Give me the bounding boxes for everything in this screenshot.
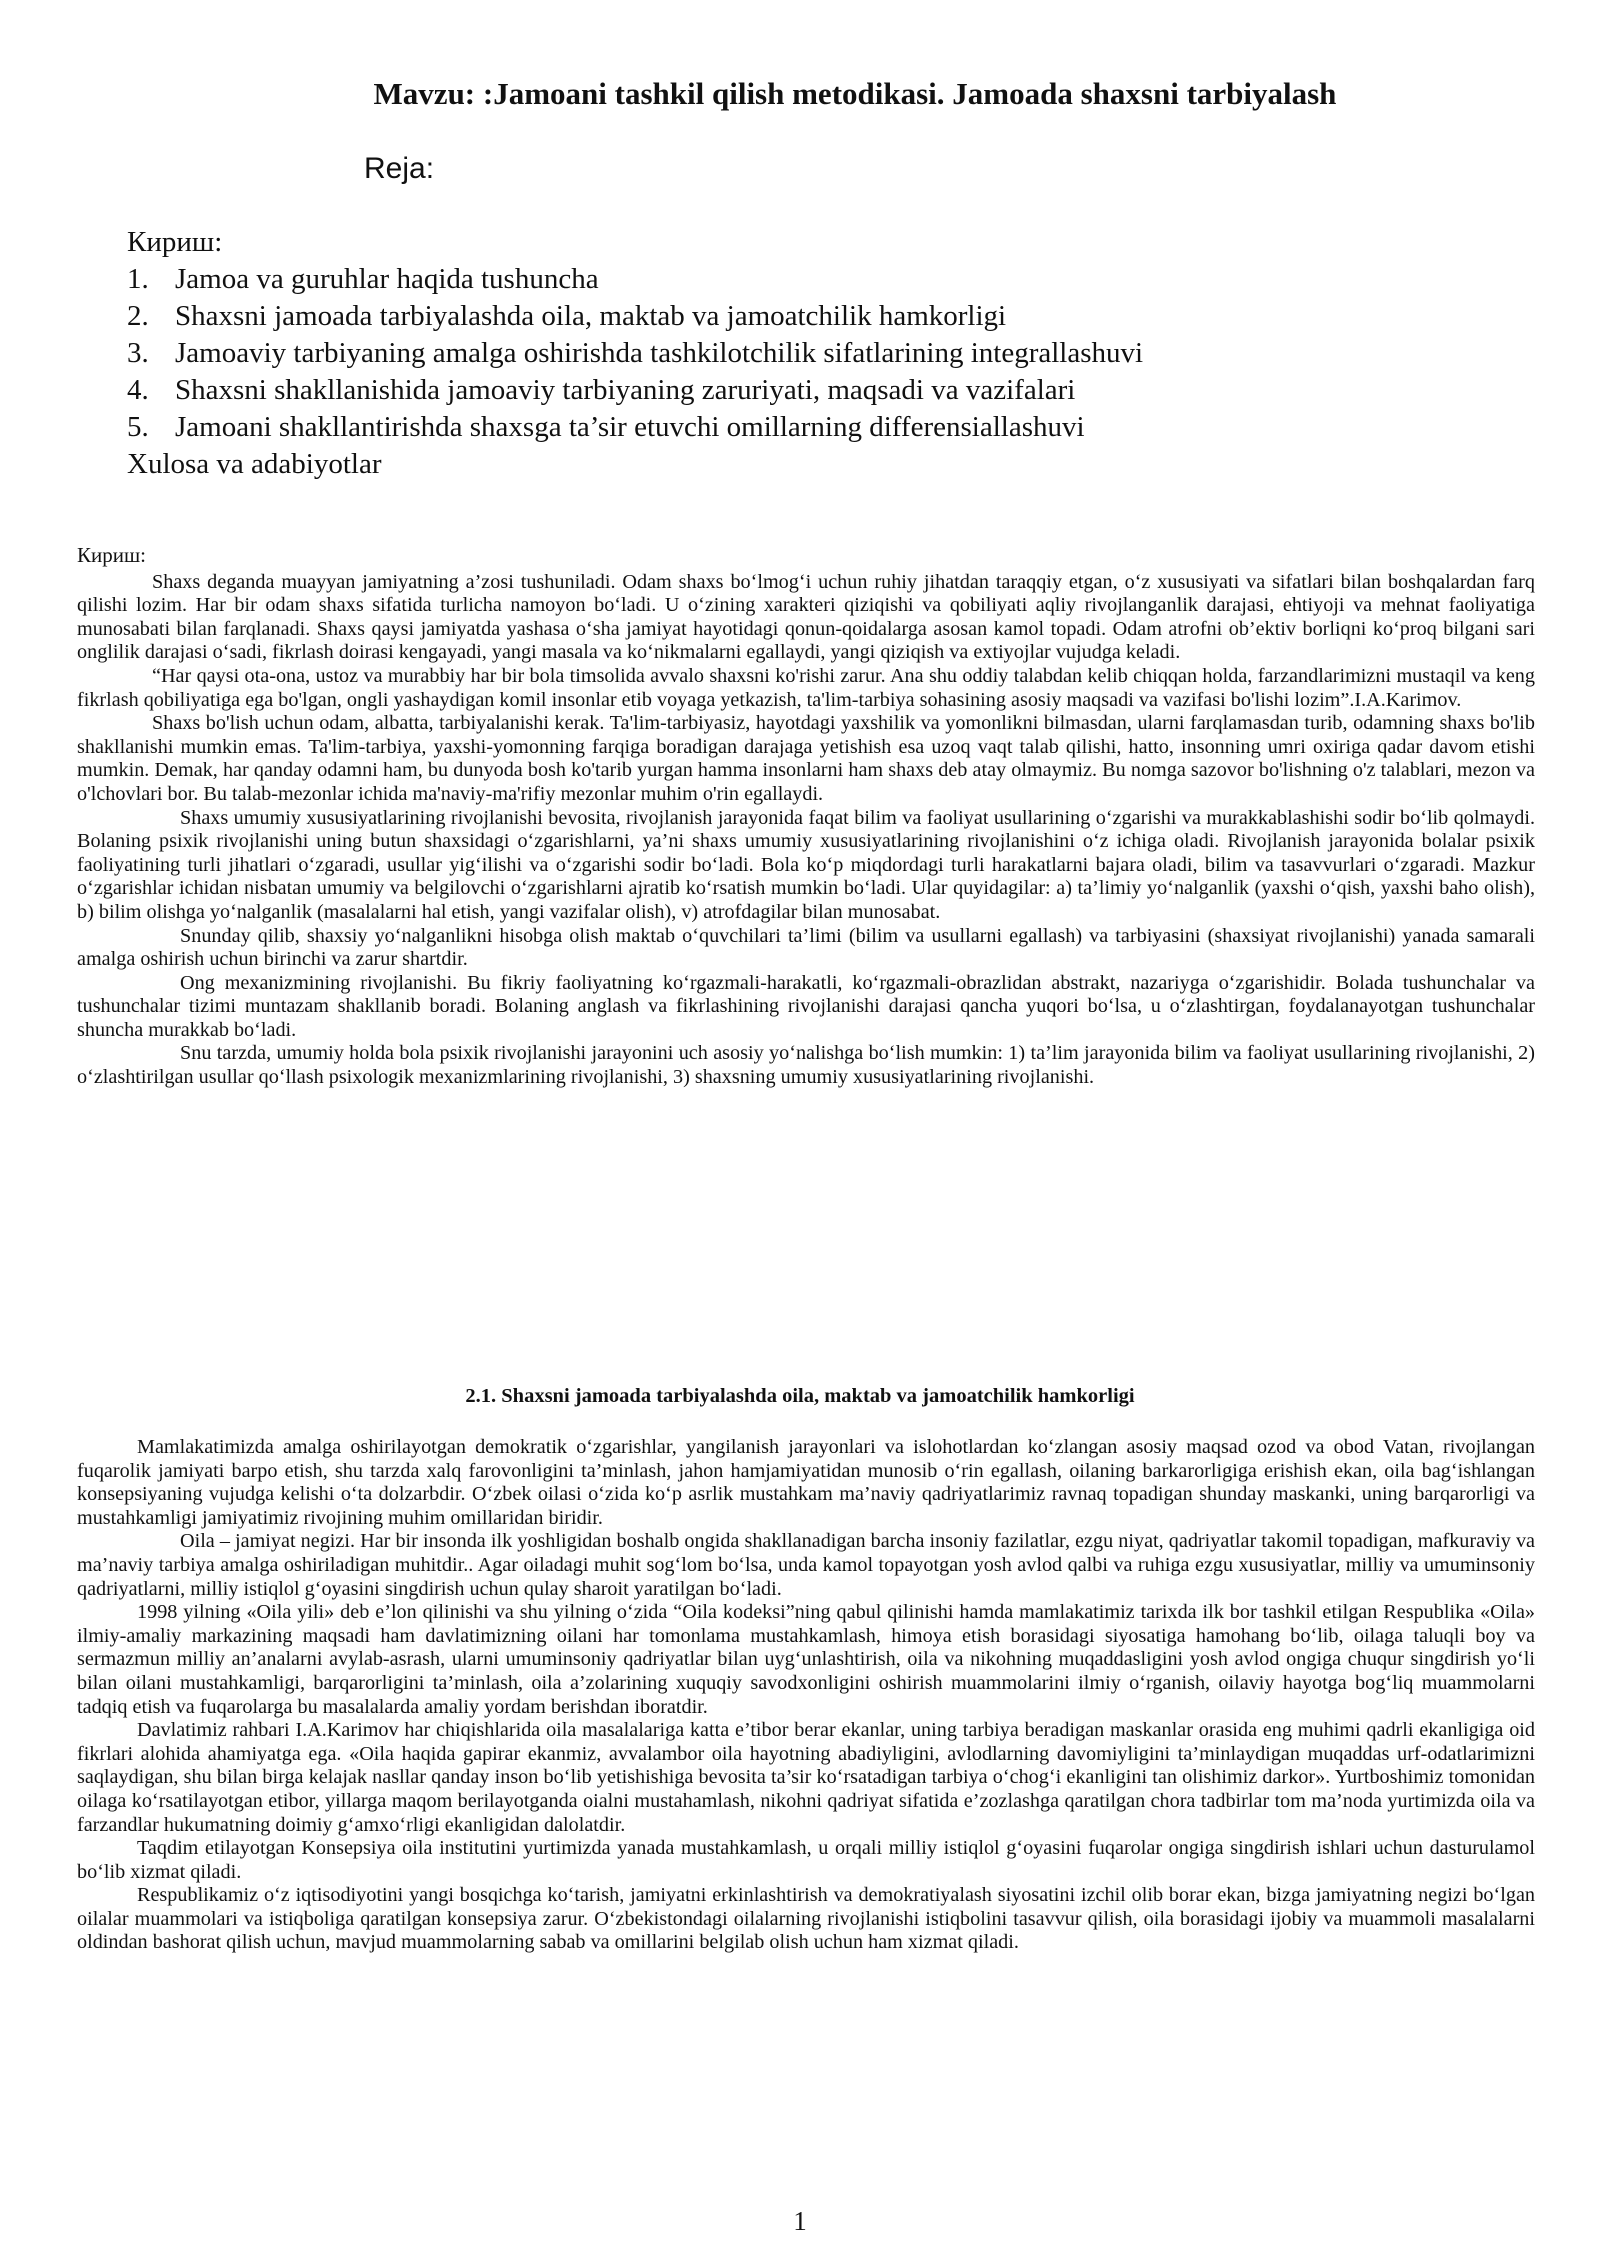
document-title: Mavzu: :Jamoani tashkil qilish metodikasi. Jamoada shaxsni tarbiyalash bbox=[373, 76, 1337, 111]
plan-item-text: Shaxsni jamoada tarbiyalashda oila, maktab va jamoatchilik hamkorligi bbox=[175, 300, 1007, 332]
plan-item bbox=[127, 261, 1143, 298]
paragraph: Ong mexanizmining rivojlanishi. Bu fikriy faoliyatning ko‘rgazmali-harakatli, ko‘rgazmali-obrazlidan abstrakt, nazariyga o‘zgarishidir. Bolada tushunchalar va tushunchalar tizimi muntazam shakllanib boradi. Bolaning anglash va fikrlashining rivojlanishi darajasi qancha yuqori bo‘lsa, u o‘zlashtirgan, foydalanayotgan tushunchalar shuncha murakkab bo‘ladi. bbox=[77, 971, 1535, 1041]
plan-item-text: Jamoa va guruhlar haqida tushuncha bbox=[175, 263, 599, 295]
intro-section bbox=[77, 544, 1535, 1090]
plan-item bbox=[127, 298, 1143, 335]
section-body bbox=[77, 1436, 1535, 1955]
plan-item-text: Jamoaviy tarbiyaning amalga oshirishda tashkilotchilik sifatlarining integrallashuvi bbox=[175, 337, 1144, 369]
plan-item-number: 2. bbox=[127, 300, 149, 332]
paragraph: “Har qaysi ota-ona, ustoz va murabbiy har bir bola timsolida avvalo shaxsni ko'rishi zarur. Ana shu oddiy talabdan kelib chiqqan holda, farzandlarimizni mustaqil va keng fikrlash qobiliyatiga ega bo'lgan, ongli yashaydigan komil insonlar etib voyaga yetkazish, ta'lim-tarbiya sohasining asosiy maqsadi va vazifasi bo'lishi lozim”.I.A.Karimov. bbox=[77, 664, 1535, 711]
paragraph: Davlatimiz rahbari I.A.Karimov har chiqishlarida oila masalalariga katta e’tibor berar ekanlar, uning tarbiya beradigan maskanlar orasida eng muhimi qadrli ekanligiga oid fikrlari alohida ahamiyatga ega. «Oila haqida gapirar ekanmiz, avvalambor oila hayotning abadiyligini, avlodlarning davomiyligini ta’minlaydigan muqaddas urf-odatlarimizni saqlaydigan, shu bilan birga kelajak nasllar qanday inson bo‘lib yetishishiga bevosita ta’sir ko‘rsatadigan tarbiya o‘chog‘i ekanligini tan olishimiz darkor». Yurtboshimiz tomonidan oilaga ko‘rsatilayotgan etibor, yillarga maqom berilayotganda oialni mustahamlash, nikohni qadriyat sifatida e’zozlashga qaratilgan chora tadbirlar tom ma’noda yurtimizda oila va farzandlar hukumatning doimiy g‘amxo‘rligi ekanligidan dalolatdir. bbox=[77, 1719, 1535, 1836]
plan-item-text: Jamoani shakllantirishda shaxsga ta’sir etuvchi omillarning differensiallashuvi bbox=[175, 411, 1085, 443]
paragraph: Shaxs umumiy xususiyatlarining rivojlanishi bevosita, rivojlanish jarayonida faqat bilim va faoliyat usullarining o‘zgarishi va murakkablashishi sodir bo‘lib qolmaydi. Bolaning psixik rivojlanishi uning butun shaxsidagi o‘zgarishlarni, ya’ni shaxs umumiy xususiyatlarining rivojlanishini o‘z ichiga oladi. Rivojlanish jarayonida bolalar psixik faoliyatining turli jihatlari o‘zgaradi, usullar yig‘ilishi va o‘zgarishi sodir bo‘ladi. Bola ko‘p miqdordagi turli harakatlarni bajara oladi, bilim va tasavvurlari o‘zgaradi. Mazkur o‘zgarishlar ichidan nisbatan umumiy va belgilovchi o‘zgarishlarni ajratib ko‘rsatish mumkin bo‘ladi. Ular quyidagilar: a) ta’limiy yo‘nalganlik (yaxshi o‘qish, yaxshi baho olish), b) bilim olishga yo‘nalganlik (masalalarni hal etish, yangi vazifalar olish), v) atrofdagilar bilan munosabat. bbox=[77, 806, 1535, 923]
plan-heading: Reja: bbox=[364, 152, 435, 185]
paragraph: Snunday qilib, shaxsiy yo‘nalganlikni hisobga olish maktab o‘quvchilari ta’limi (bilim va usullarni egallash) va tarbiyasini (shaxsiyat rivojlanishi) yanada samarali amalga oshirish uchun birinchi va zarur shartdir. bbox=[77, 924, 1535, 971]
plan-item-number: 1. bbox=[127, 263, 149, 295]
intro-heading: Кириш: bbox=[77, 543, 146, 567]
plan-item bbox=[127, 335, 1143, 372]
paragraph: 1998 yilning «Oila yili» deb e’lon qilinishi va shu yilning o‘zida “Oila kodeksi”ning qabul qilinishi hamda mamlakatimiz tarixda ilk bor tashkil etilgan Respublika «Oila» ilmiy-amaliy markazining maqsadi ham davlatimizning oilani har tomonlama mustahkamlash, himoya etish borasidagi siyosatiga hamohang bo‘lib, oilaga taluqli boy va sermazmun milliy an’analarni avylab-asrash, ularni umuminsoniy qadriyatlar bilan uyg‘unlashtirish, oila va nikohning muqaddasligini yosh avlod ongiga chuqur singdirish yo‘li bilan oilani mustahkamligi, barqarorligini ta’minlash, oila a’zolarining xuquqiy savodxonligini oshirish muammolarini ilmiy o‘rganish, oilaviy hayotga bog‘liq muammolarni tadqiq etish va fuqarolarga bu masalalarda amaliy yordam berishdan iboratdir. bbox=[77, 1601, 1535, 1718]
plan-item-number: 4. bbox=[127, 374, 149, 406]
plan-item-number: 3. bbox=[127, 337, 149, 369]
plan-item-text: Shaxsni shakllanishida jamoaviy tarbiyaning zaruriyati, maqsadi va vazifalari bbox=[175, 374, 1076, 406]
paragraph: Oila – jamiyat negizi. Har bir insonda ilk yoshligidan boshalb ongida shakllanadigan barcha insoniy fazilatlar, ezgu niyat, qadriyatlar takomil topadigan, mafkuraviy va ma’naviy tarbiya amalga oshiriladigan muhitdir.. Agar oiladagi muhit sog‘lom bo‘lsa, unda kamol topayotgan yosh avlod qalbi va ruhiga ezgu xususiyatlar, milliy va umuminsoniy qadriyatlarni, milliy istiqlol g‘oyasini singdirish uchun qulay sharoit yaratilgan bo‘ladi. bbox=[77, 1530, 1535, 1600]
plan-item bbox=[127, 409, 1143, 446]
plan-intro: Кириш: bbox=[127, 226, 223, 258]
paragraph: Respublikamiz o‘z iqtisodiyotini yangi bosqichga ko‘tarish, jamiyatni erkinlashtirish va demokratiyalash siyosatini izchil olib borar ekan, bizga jamiyatning negizi bo‘lgan oilalar muammolari va istiqboliga qaratilgan konsepsiya zarur. O‘zbekistondagi oilalarning rivojlanishi istiqbolini tasavvur qilish, oila borasidagi ijobiy va muammoli masalalarni oldindan bashorat qilish uchun, mavjud muammolarning sabab va omillarini belgilab olish uchun ham xizmat qiladi. bbox=[77, 1884, 1535, 1954]
paragraph: Mamlakatimizda amalga oshirilayotgan demokratik o‘zgarishlar, yangilanish jarayonlari va islohotlardan ko‘zlangan asosiy maqsad ozod va obod Vatan, rivojlangan fuqarolik jamiyati barpo etish, shu tarzda xalq farovonligini ta’minlash, jahon hamjamiyatidan munosib o‘rin egallash, oilaning barkarorligiga erishish ekan, oila bag‘ishlangan konsepsiyaning vujudga kelishi o‘ta dolzarbdir. O‘zbek oilasi o‘zida ko‘p asrlik mustahkam ma’naviy qadriyatlarimiz ravnaq topadigan shunday maskanki, uning barqarorligi va mustahkamligi jamiyatimiz rivojining muhim omillaridan biridir. bbox=[77, 1436, 1535, 1529]
plan-item bbox=[127, 372, 1143, 409]
plan-conclusion: Xulosa va adabiyotlar bbox=[127, 448, 382, 480]
paragraph: Taqdim etilayotgan Konsepsiya oila institutini yurtimizda yanada mustahkamlash, u orqali milliy istiqlol g‘oyasini fuqarolar ongiga singdirish ishlari uchun dasturulamol bo‘lib xizmat qiladi. bbox=[77, 1837, 1535, 1883]
plan-item-number: 5. bbox=[127, 411, 149, 443]
paragraph: Shaxs deganda muayyan jamiyatning a’zosi tushuniladi. Odam shaxs bo‘lmog‘i uchun ruhiy jihatdan taraqqiy etgan, o‘z xususiyati va sifatlari bilan boshqalardan farq qilishi lozim. Har bir odam shaxs sifatida turlicha namoyon bo‘ladi. U o‘zining xarakteri qiziqishi va qobiliyati aqliy rivojlanganlik darajasi, ehtiyoji va mehnat faoliyatiga munosabati bilan farqlanadi. Shaxs qaysi jamiyatda yashasa o‘sha jamiyat hayotidagi qonun-qoidalarga asosan kamol topadi. Odam atrofni ob’ektiv borliqni ko‘proq bilgani sari onglilik darajasi o‘sadi, fikrlash doirasi kengayadi, yangi masala va ko‘nikmalarni egallaydi, yangi qiziqish va extiyojlar vujudga keladi. bbox=[77, 570, 1535, 664]
plan-list bbox=[127, 224, 1143, 483]
paragraph: Shaxs bo'lish uchun odam, albatta, tarbiyalanishi kerak. Ta'lim-tarbiyasiz, hayotdagi yaxshilik va yomonlikni bilmasdan, ularni farqlamasdan turib, odamning shaxs bo'lib shakllanishi mumkin emas. Ta'lim-tarbiya, yaxshi-yomonning farqiga boradigan darajaga yetishish esa uzoq vaqt talab qilishi, hatto, insonning umri oxiriga qadar davom etishi mumkin. Demak, har qanday odamni ham, bu dunyoda bosh ko'tarib yurgan hamma insonlarni ham shaxs deb atay olmaymiz. Bu nomga sazovor bo'lishning o'z talablari, mezon va o'lchovlari bor. Bu talab-mezonlar ichida ma'naviy-ma'rifiy mezonlar muhim o'rin egallaydi. bbox=[77, 712, 1535, 805]
paragraph: Snu tarzda, umumiy holda bola psixik rivojlanishi jarayonini uch asosiy yo‘nalishga bo‘lish mumkin: 1) ta’lim jarayonida bilim va faoliyat usullarining rivojlanishi, 2) o‘zlashtirilgan usullar qo‘llash psixologik mexanizmlarining rivojlanishi, 3) shaxsning umumiy xususiyatlarining rivojlanishi. bbox=[77, 1042, 1535, 1089]
page-number: 1 bbox=[793, 2206, 807, 2236]
section-title: 2.1. Shaxsni jamoada tarbiyalashda oila, maktab va jamoatchilik hamkorligi bbox=[465, 1385, 1135, 1407]
